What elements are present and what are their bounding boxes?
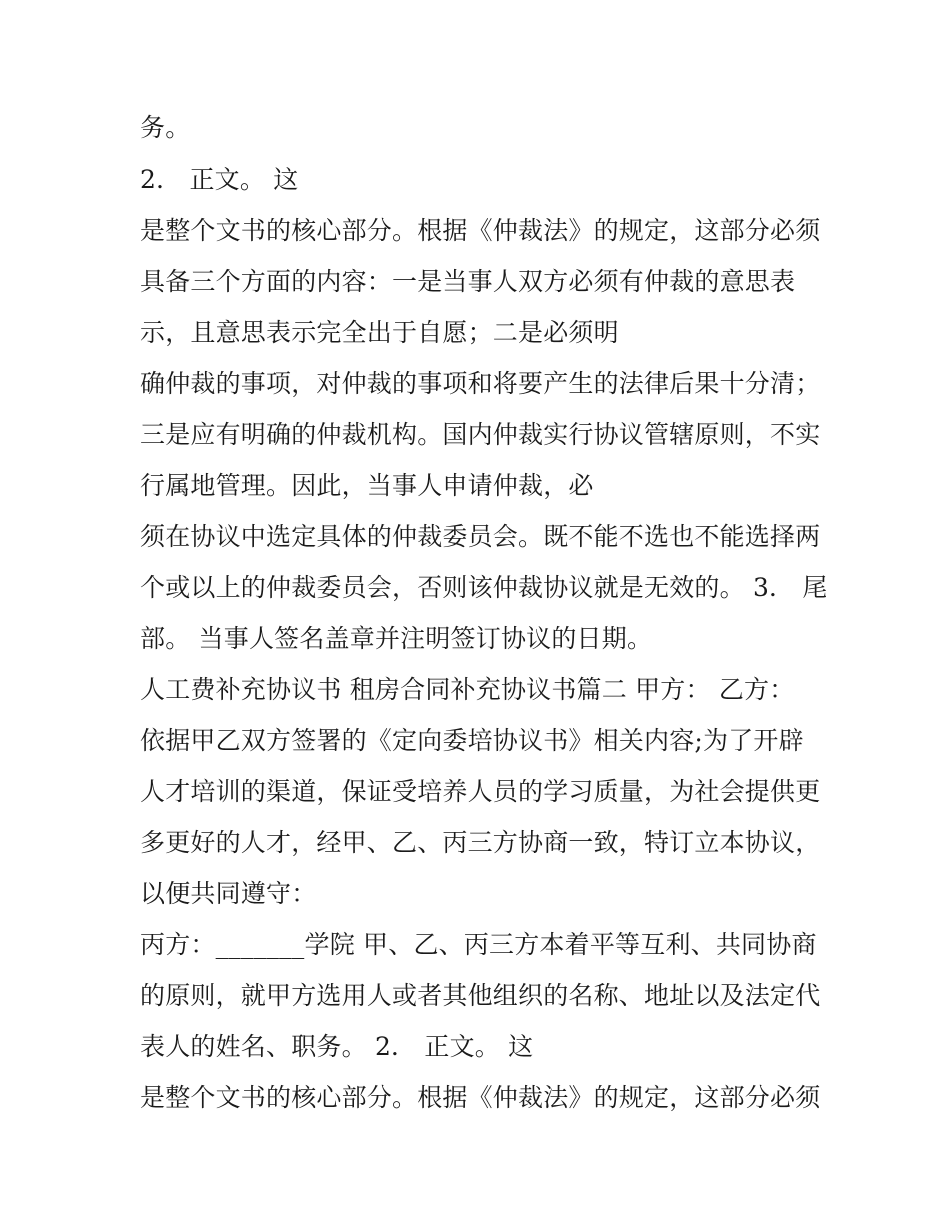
text-line: 人才培训的渠道，保证受培养人员的学习质量，为社会提供更 [140,777,821,806]
text-line: 是整个文书的核心部分。根据《仲裁法》的规定，这部分必须 [140,216,821,245]
text-line: 务。 [140,113,191,142]
text-line: 表人的姓名、职务。 2． 正文。 这 [140,1032,534,1061]
text-line: 丙方：_______学院 甲、乙、丙三方本着平等互利、共同协商 [140,930,817,959]
text-line: 行属地管理。因此，当事人申请仲裁，必 [140,471,594,500]
text-line: 依据甲乙双方签署的《定向委培协议书》相关内容;为了开辟 [140,726,804,755]
text-line: 具备三个方面的内容：一是当事人双方必须有仲裁的意思表 [140,267,796,296]
text-line: 示，且意思表示完全出于自愿；二是必须明 [140,318,619,347]
text-line: 多更好的人才，经甲、乙、丙三方协商一致，特订立本协议， [140,828,821,857]
text-line: 是整个文书的核心部分。根据《仲裁法》的规定，这部分必须 [140,1083,821,1112]
text-line: 确仲裁的事项，对仲裁的事项和将要产生的法律后果十分清； [140,369,821,398]
text-line: 须在协议中选定具体的仲裁委员会。既不能不选也不能选择两 [140,522,821,551]
text-line: 以便共同遵守： [140,879,317,908]
text-line: 人工费补充协议书 租房合同补充协议书篇二 甲方： 乙方： [140,675,795,704]
text-line: 三是应有明确的仲裁机构。国内仲裁实行协议管辖原则，不实 [140,420,821,449]
text-line: 部。 当事人签名盖章并注明签订协议的日期。 [140,624,653,653]
text-line: 2． 正文。 这 [140,165,299,194]
text-line: 的原则，就甲方选用人或者其他组织的名称、地址以及法定代 [140,981,821,1010]
text-line: 个或以上的仲裁委员会，否则该仲裁协议就是无效的。 3． 尾 [140,573,828,602]
